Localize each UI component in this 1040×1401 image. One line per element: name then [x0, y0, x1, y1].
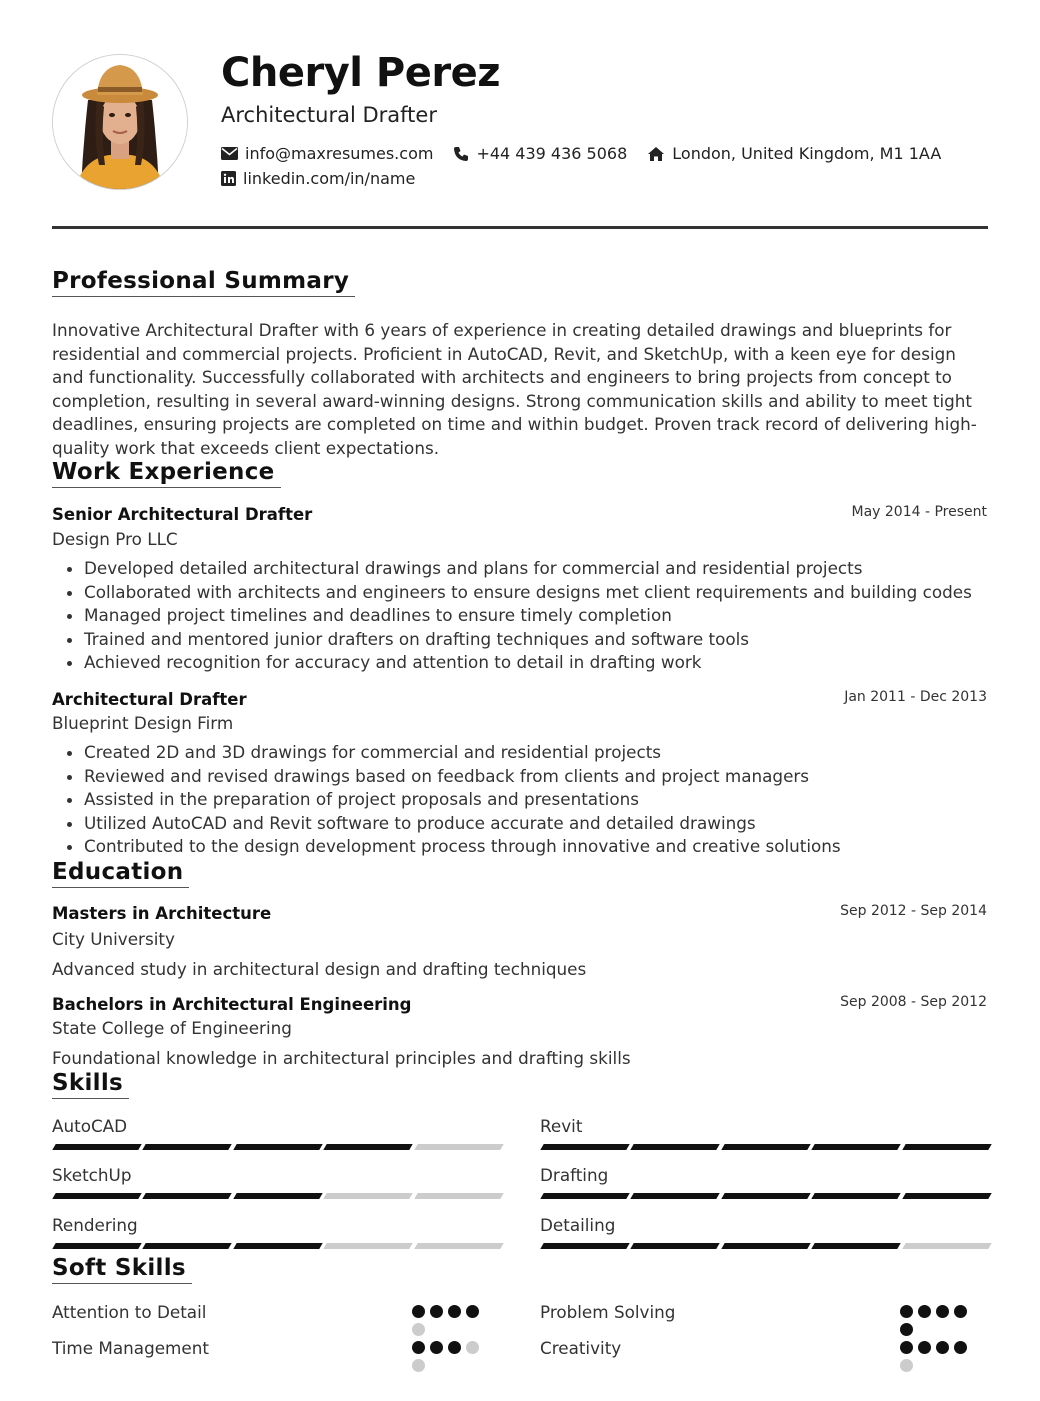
email-text: info@maxresumes.com [245, 144, 434, 163]
rating-dot-filled [918, 1305, 931, 1318]
soft-skill-label: Creativity [540, 1338, 622, 1358]
section-heading-education: Education [52, 859, 189, 888]
job-dates: Jan 2011 - Dec 2013 [844, 689, 987, 705]
rating-dot-filled [954, 1341, 967, 1354]
rating-dot-empty [412, 1359, 425, 1372]
rating-dot-filled [412, 1341, 425, 1354]
skill-segment-filled [143, 1193, 233, 1199]
summary-text: Innovative Architectural Drafter with 6 years of experience in creating detailed drawings and blueprints for residential and commercial projects. Proficient in AutoCAD, Revit, and SketchUp, with a keen eye for design and functionality. Successfully collaborated with architects and engineers to bring projects from concept to completion, resulting in several award-winning designs. Strong communication skills and ability to meet tight deadlines, ensuring projects are completed on time and within budget. Proven track record of delivering high-quality work that exceeds client expectations. [52, 320, 977, 458]
job-bullet: • Managed project timelines and deadlines to ensure timely completion [84, 604, 972, 628]
rating-dot-filled [448, 1305, 461, 1318]
job-bullet: • Achieved recognition for accuracy and attention to detail in drafting work [84, 651, 972, 675]
skill-segment-filled [540, 1193, 630, 1199]
skill-segment-filled [233, 1243, 323, 1249]
rating-dot-empty [412, 1323, 425, 1336]
rating-dot-filled [954, 1305, 967, 1318]
skill-label: Rendering [52, 1215, 138, 1235]
education-school: City University [52, 929, 175, 949]
candidate-role: Architectural Drafter [221, 103, 437, 127]
section-heading-experience: Work Experience [52, 459, 281, 488]
job-bullet: • Reviewed and revised drawings based on feedback from clients and project managers [84, 765, 841, 789]
soft-skill-label: Problem Solving [540, 1302, 676, 1322]
job-bullet: • Assisted in the preparation of project proposals and presentations [84, 788, 841, 812]
skill-label: SketchUp [52, 1165, 132, 1185]
skill-bar [54, 1243, 502, 1249]
job-bullet: • Contributed to the design development process through innovative and creative solutions [84, 835, 841, 859]
education-degree: Bachelors in Architectural Engineering [52, 995, 412, 1014]
rating-dot-empty [466, 1341, 479, 1354]
job-bullets [52, 741, 841, 859]
skill-bar [542, 1243, 990, 1249]
skill-segment-filled [721, 1144, 811, 1150]
skill-segment-filled [323, 1144, 413, 1150]
education-description: Foundational knowledge in architectural principles and drafting skills [52, 1048, 631, 1068]
contact-linkedin[interactable] [221, 169, 415, 188]
address-text: London, United Kingdom, M1 1AA [672, 144, 942, 163]
rating-dot-filled [900, 1323, 913, 1336]
job-company: Blueprint Design Firm [52, 713, 234, 733]
skill-segment-empty [414, 1243, 504, 1249]
skill-bar [542, 1144, 990, 1150]
rating-dot-filled [936, 1305, 949, 1318]
education-school: State College of Engineering [52, 1018, 292, 1038]
rating-dot-empty [900, 1359, 913, 1372]
education-dates: Sep 2008 - Sep 2012 [840, 994, 987, 1010]
contact-row [221, 144, 961, 163]
envelope-icon [221, 147, 238, 160]
skill-segment-filled [721, 1193, 811, 1199]
rating-dot-filled [448, 1341, 461, 1354]
contact-address [647, 144, 941, 163]
education-degree: Masters in Architecture [52, 904, 272, 923]
contact-email[interactable] [221, 144, 433, 163]
job-bullet: • Created 2D and 3D drawings for commercial and residential projects [84, 741, 841, 765]
job-title: Architectural Drafter [52, 690, 247, 709]
skill-segment-filled [811, 1243, 901, 1249]
skill-segment-filled [902, 1144, 992, 1150]
skill-bar [542, 1193, 990, 1199]
rating-dot-filled [936, 1341, 949, 1354]
job-bullet: • Trained and mentored junior drafters on drafting techniques and software tools [84, 628, 972, 652]
rating-dot-filled [900, 1305, 913, 1318]
linkedin-icon [221, 171, 236, 186]
job-bullet: • Collaborated with architects and engineers to ensure designs met client requirements and building codes [84, 581, 972, 605]
section-heading-summary: Professional Summary [52, 268, 355, 297]
section-heading-skills: Skills [52, 1070, 129, 1099]
avatar [52, 54, 188, 190]
skill-bar [54, 1144, 502, 1150]
home-icon [647, 146, 665, 161]
soft-skill-rating [412, 1341, 484, 1401]
job-title: Senior Architectural Drafter [52, 505, 313, 524]
profile-photo-image [53, 55, 187, 189]
skill-segment-filled [233, 1193, 323, 1199]
skill-segment-filled [540, 1243, 630, 1249]
skill-segment-filled [811, 1144, 901, 1150]
rating-dot-filled [900, 1341, 913, 1354]
soft-skill-rating [900, 1341, 972, 1401]
skill-label: Detailing [540, 1215, 616, 1235]
rating-dot-filled [430, 1341, 443, 1354]
soft-skill-label: Attention to Detail [52, 1302, 207, 1322]
skill-segment-filled [631, 1243, 721, 1249]
rating-dot-filled [466, 1305, 479, 1318]
skill-segment-filled [233, 1144, 323, 1150]
skill-segment-empty [902, 1243, 992, 1249]
skill-segment-filled [52, 1144, 142, 1150]
linkedin-text: linkedin.com/in/name [243, 169, 416, 188]
rating-dot-filled [918, 1341, 931, 1354]
candidate-name: Cheryl Perez [221, 50, 500, 96]
section-heading-soft-skills: Soft Skills [52, 1255, 192, 1284]
education-dates: Sep 2012 - Sep 2014 [840, 903, 987, 919]
skill-segment-filled [631, 1193, 721, 1199]
soft-skill-label: Time Management [52, 1338, 209, 1358]
skill-label: AutoCAD [52, 1116, 128, 1136]
skill-segment-filled [902, 1193, 992, 1199]
skill-segment-filled [811, 1193, 901, 1199]
education-description: Advanced study in architectural design and drafting techniques [52, 959, 587, 979]
phone-text: +44 439 436 5068 [476, 144, 628, 163]
job-dates: May 2014 - Present [851, 504, 987, 520]
skill-segment-filled [540, 1144, 630, 1150]
header-divider [52, 226, 988, 229]
skill-segment-filled [721, 1243, 811, 1249]
skill-segment-empty [414, 1144, 504, 1150]
skill-label: Drafting [540, 1165, 609, 1185]
rating-dot-filled [412, 1305, 425, 1318]
job-bullets [52, 557, 972, 675]
skill-segment-empty [323, 1243, 413, 1249]
contact-phone[interactable] [453, 144, 627, 163]
skill-segment-filled [143, 1243, 233, 1249]
skill-segment-filled [631, 1144, 721, 1150]
skill-segment-filled [143, 1144, 233, 1150]
job-bullet: • Developed detailed architectural drawings and plans for commercial and residential projects [84, 557, 972, 581]
rating-dot-filled [430, 1305, 443, 1318]
skill-segment-empty [414, 1193, 504, 1199]
job-company: Design Pro LLC [52, 529, 178, 549]
skill-bar [54, 1193, 502, 1199]
skill-segment-filled [52, 1243, 142, 1249]
skill-label: Revit [540, 1116, 583, 1136]
contact-row-2 [221, 169, 435, 188]
phone-icon [453, 146, 469, 162]
job-bullet: • Utilized AutoCAD and Revit software to produce accurate and detailed drawings [84, 812, 841, 836]
skill-segment-empty [323, 1193, 413, 1199]
skill-segment-filled [52, 1193, 142, 1199]
